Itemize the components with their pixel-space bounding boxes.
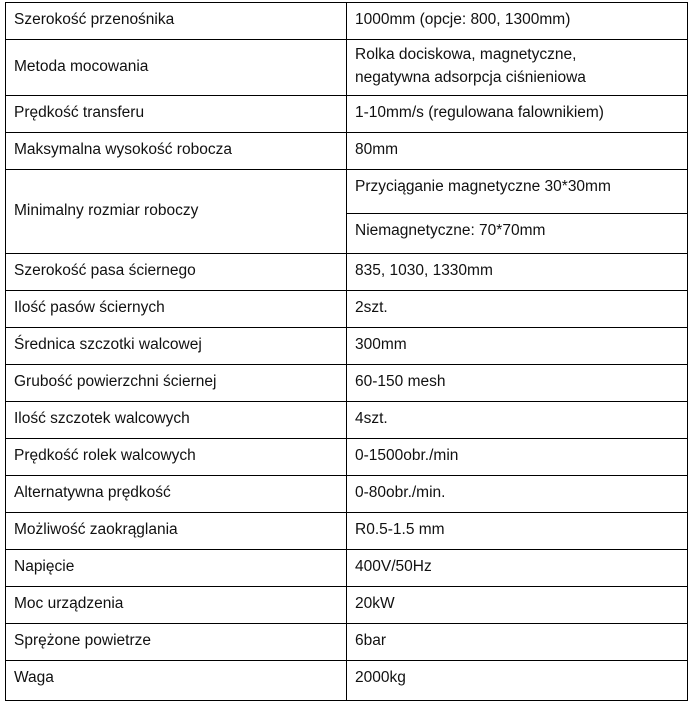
row-value [347, 3, 688, 40]
value-line: 2000kg [355, 669, 406, 686]
value-line: 4szt. [355, 410, 388, 427]
row-value [347, 439, 688, 476]
value-line: 1-10mm/s (regulowana falownikiem) [355, 104, 604, 121]
row-label: Alternatywna prędkość [6, 476, 347, 513]
table-row [6, 170, 688, 214]
row-label: Ilość szczotek walcowych [6, 402, 347, 439]
row-value [347, 624, 688, 661]
row-label: Sprężone powietrze [6, 624, 347, 661]
row-value [347, 40, 688, 96]
row-value [347, 133, 688, 170]
spec-table [5, 2, 688, 701]
table-row [6, 40, 688, 96]
table-row [6, 550, 688, 587]
value-line: 0-80obr./min. [355, 484, 446, 501]
value-line: R0.5-1.5 mm [355, 521, 445, 538]
value-line: Niemagnetyczne: 70*70mm [355, 222, 546, 239]
row-label: Napięcie [6, 550, 347, 587]
table-row [6, 254, 688, 291]
row-label: Grubość powierzchni ściernej [6, 365, 347, 402]
table-row [6, 365, 688, 402]
row-value [347, 661, 688, 701]
row-value [347, 254, 688, 291]
row-value [347, 365, 688, 402]
table-row [6, 513, 688, 550]
table-row [6, 439, 688, 476]
row-label: Maksymalna wysokość robocza [6, 133, 347, 170]
value-line: 20kW [355, 595, 395, 612]
table-row [6, 133, 688, 170]
value-line: 6bar [355, 632, 387, 649]
table-row [6, 661, 688, 701]
value-line: 400V/50Hz [355, 558, 432, 575]
row-label: Moc urządzenia [6, 587, 347, 624]
row-subvalue [347, 214, 688, 254]
row-value [347, 587, 688, 624]
row-label: Metoda mocowania [6, 40, 347, 96]
row-value [347, 550, 688, 587]
row-value [347, 291, 688, 328]
row-label: Waga [6, 661, 347, 701]
row-value [347, 328, 688, 365]
table-row [6, 402, 688, 439]
value-line: 300mm [355, 336, 407, 353]
value-line: negatywna adsorpcja ciśnieniowa [355, 69, 586, 86]
value-line: 0-1500obr./min [355, 447, 459, 464]
value-line: 835, 1030, 1330mm [355, 262, 493, 279]
row-value [347, 402, 688, 439]
row-label: Ilość pasów ściernych [6, 291, 347, 328]
table-row [6, 587, 688, 624]
table-row [6, 624, 688, 661]
table-row [6, 476, 688, 513]
row-value [347, 513, 688, 550]
table-row [6, 96, 688, 133]
row-subvalue [347, 170, 688, 214]
table-row [6, 328, 688, 365]
value-line: 1000mm (opcje: 800, 1300mm) [355, 11, 571, 28]
value-line: Rolka dociskowa, magnetyczne, [355, 46, 577, 63]
table-row [6, 3, 688, 40]
row-label: Minimalny rozmiar roboczy [6, 170, 347, 254]
value-line: 60-150 mesh [355, 373, 446, 390]
row-value [347, 96, 688, 133]
row-label: Szerokość pasa ściernego [6, 254, 347, 291]
row-label: Średnica szczotki walcowej [6, 328, 347, 365]
value-line: 80mm [355, 141, 399, 158]
value-line: 2szt. [355, 299, 388, 316]
row-label: Szerokość przenośnika [6, 3, 347, 40]
row-value [347, 476, 688, 513]
row-label: Możliwość zaokrąglania [6, 513, 347, 550]
row-label: Prędkość rolek walcowych [6, 439, 347, 476]
value-line: Przyciąganie magnetyczne 30*30mm [355, 178, 611, 195]
row-label: Prędkość transferu [6, 96, 347, 133]
table-row [6, 291, 688, 328]
